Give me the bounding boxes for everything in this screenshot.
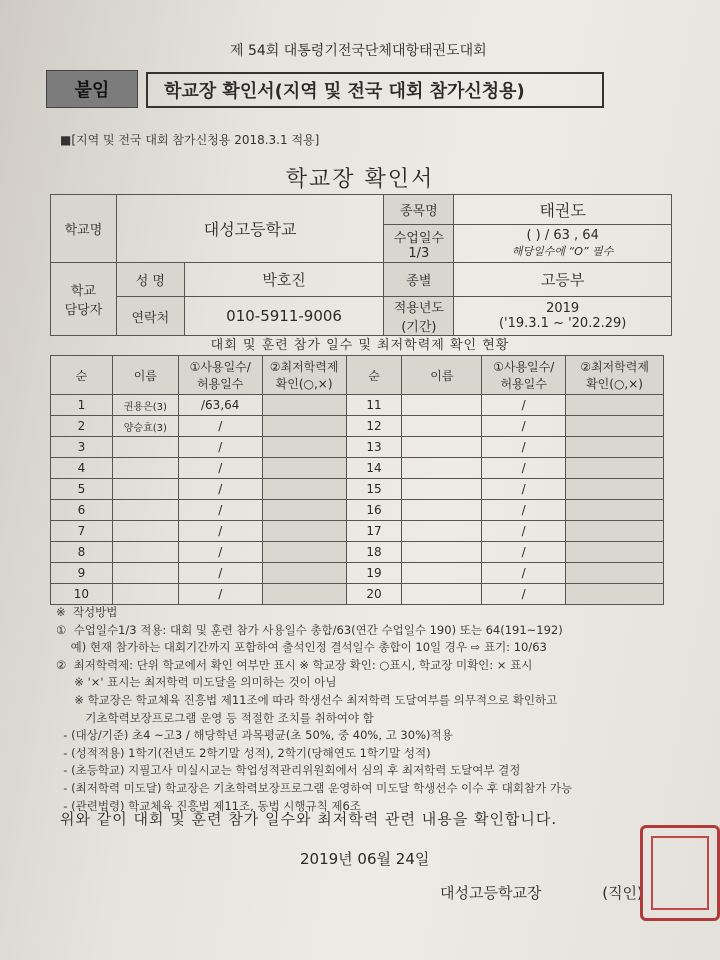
record-days-right: / bbox=[482, 542, 566, 563]
header-min-right bbox=[566, 356, 664, 395]
contact-label bbox=[51, 263, 117, 336]
signing-date: 2019년 06월 24일 bbox=[300, 850, 430, 868]
year-value-year: 2019 bbox=[546, 301, 580, 316]
attachment-tag: 붙임 bbox=[46, 70, 138, 108]
document-heading bbox=[146, 72, 604, 108]
records-title: 대회 및 훈련 참가 일수 및 최저학력제 확인 현황 bbox=[210, 338, 510, 353]
record-days-left: /63,64 bbox=[178, 395, 262, 416]
record-name-right bbox=[402, 500, 482, 521]
table-row bbox=[51, 479, 664, 500]
record-days-left: / bbox=[178, 542, 262, 563]
record-mark-left bbox=[262, 395, 346, 416]
instruction-line: - (성적적용) 1학기(전년도 2학기말 성적), 2학기(당해연도 1학기말 성적) bbox=[56, 745, 431, 760]
header-no-right: 순 bbox=[346, 356, 402, 395]
table-row bbox=[51, 500, 664, 521]
class-days-label bbox=[384, 225, 454, 263]
record-no-right: 19 bbox=[346, 563, 402, 584]
record-no-right: 17 bbox=[346, 521, 402, 542]
record-no-left: 3 bbox=[51, 437, 113, 458]
class-days-label-line1: 수업일수 bbox=[393, 230, 444, 246]
record-mark-left bbox=[262, 458, 346, 479]
sport-value: 태권도 bbox=[454, 195, 672, 225]
record-name-right bbox=[402, 542, 482, 563]
table-row bbox=[51, 542, 664, 563]
record-mark-left bbox=[262, 500, 346, 521]
instruction-line: ② 최저학력제: 단위 학교에서 확인 여부만 표시 ※ 학교장 확인: ○표시, 학교장 미확인: × 표시 bbox=[56, 657, 533, 672]
seal-label: (직인) bbox=[602, 884, 643, 902]
record-no-left: 2 bbox=[51, 416, 113, 437]
record-no-left: 8 bbox=[51, 542, 113, 563]
table-row bbox=[51, 563, 664, 584]
year-label bbox=[384, 297, 454, 336]
record-no-right: 20 bbox=[346, 584, 402, 605]
header-days-left-line2: 허용일수 bbox=[197, 377, 244, 391]
record-days-left: / bbox=[178, 500, 262, 521]
header-days-left bbox=[178, 356, 262, 395]
record-mark-right bbox=[566, 563, 664, 584]
record-days-right: / bbox=[482, 521, 566, 542]
header-min-left-line2: 확인(○,×) bbox=[275, 377, 333, 391]
record-days-left: / bbox=[178, 458, 262, 479]
record-name-left: 양승효(3) bbox=[112, 416, 178, 437]
class-days-note: 해당일수에 “O” 필수 bbox=[511, 245, 614, 258]
name-label: 성 명 bbox=[116, 263, 184, 297]
record-name-right bbox=[402, 416, 482, 437]
header-days-right-line2: 허용일수 bbox=[500, 377, 547, 391]
records-body bbox=[51, 395, 664, 605]
confirmation-statement: 위와 같이 대회 및 훈련 참가 일수와 최저학력 관련 내용을 확인합니다. bbox=[60, 810, 558, 828]
record-mark-right bbox=[566, 479, 664, 500]
record-days-right: / bbox=[482, 479, 566, 500]
record-no-left: 6 bbox=[51, 500, 113, 521]
record-days-right: / bbox=[482, 563, 566, 584]
table-row bbox=[51, 458, 664, 479]
sport-label: 종목명 bbox=[384, 195, 454, 225]
record-no-left: 1 bbox=[51, 395, 113, 416]
principal-name bbox=[440, 882, 643, 903]
record-name-left bbox=[112, 563, 178, 584]
record-name-left bbox=[112, 584, 178, 605]
record-mark-right bbox=[566, 437, 664, 458]
instruction-line: ※ 학교장은 학교체육 진흥법 제11조에 따라 학생선수 최저학력 도달여부를 의무적으로 확인하고 bbox=[56, 692, 558, 707]
seal-inner-border bbox=[651, 836, 709, 910]
record-name-left bbox=[112, 500, 178, 521]
instruction-line: 기초학력보장프로그램 운영 등 적절한 조치를 취하여야 함 bbox=[56, 710, 374, 725]
record-name-right bbox=[402, 584, 482, 605]
class-days-ratio: ( ) / 63 , 64 bbox=[526, 228, 599, 243]
record-no-left: 4 bbox=[51, 458, 113, 479]
school-label: 학교명 bbox=[51, 195, 117, 263]
header-days-right bbox=[482, 356, 566, 395]
record-no-right: 13 bbox=[346, 437, 402, 458]
instruction-line: ※ '×' 표시는 최저학력 미도달을 의미하는 것이 아님 bbox=[56, 675, 337, 690]
record-mark-left bbox=[262, 479, 346, 500]
record-days-right: / bbox=[482, 395, 566, 416]
record-name-right bbox=[402, 479, 482, 500]
record-mark-right bbox=[566, 584, 664, 605]
record-mark-left bbox=[262, 437, 346, 458]
instruction-line: ① 수업일수1/3 적용: 대회 및 훈련 참가 사용일수 총합/63(연간 수업일수 190) 또는 64(191~192) bbox=[56, 622, 563, 637]
header-days-right-line1: ①사용일수/ bbox=[493, 360, 555, 374]
record-name-left bbox=[112, 542, 178, 563]
record-no-left: 10 bbox=[51, 584, 113, 605]
contact-label-line1: 학교 bbox=[70, 284, 96, 299]
record-days-left: / bbox=[178, 479, 262, 500]
record-mark-right bbox=[566, 395, 664, 416]
category-value: 고등부 bbox=[454, 263, 672, 297]
record-no-left: 5 bbox=[51, 479, 113, 500]
record-no-right: 16 bbox=[346, 500, 402, 521]
record-days-left: / bbox=[178, 416, 262, 437]
header-name-right: 이름 bbox=[402, 356, 482, 395]
record-name-left bbox=[112, 437, 178, 458]
record-name-left bbox=[112, 521, 178, 542]
record-name-left bbox=[112, 458, 178, 479]
header-min-left-line1: ②최저학력제 bbox=[269, 360, 339, 374]
record-mark-right bbox=[566, 542, 664, 563]
instruction-line: - (대상/기준) 초4 ~고3 / 해당학년 과목평균(초 50%, 중 40%, 고 30%)적용 bbox=[56, 728, 453, 743]
class-days-label-line2: 1/3 bbox=[408, 245, 430, 261]
instruction-line: ※ 작성방법 bbox=[56, 605, 118, 619]
record-mark-right bbox=[566, 416, 664, 437]
records-table bbox=[50, 355, 664, 605]
record-mark-left bbox=[262, 416, 346, 437]
year-value bbox=[454, 297, 672, 336]
instruction-line: 예) 현재 참가하는 대회기간까지 포함하여 출석인정 결석일수 총합이 10일 경우 ⇨ 표기: 10/63 bbox=[56, 640, 547, 655]
record-name-right bbox=[402, 458, 482, 479]
record-mark-right bbox=[566, 500, 664, 521]
header-name-left: 이름 bbox=[112, 356, 178, 395]
record-name-right bbox=[402, 521, 482, 542]
event-name: 제 54회 대통령기전국단체대항태권도대회 bbox=[230, 43, 487, 59]
record-days-right: / bbox=[482, 437, 566, 458]
phone-label: 연락처 bbox=[116, 297, 184, 336]
record-no-left: 9 bbox=[51, 563, 113, 584]
official-seal-stamp bbox=[640, 825, 720, 921]
table-row bbox=[51, 584, 664, 605]
record-no-left: 7 bbox=[51, 521, 113, 542]
instruction-line: - (최저학력 미도달) 학교장은 기초학력보장프로그램 운영하여 미도달 학생선수 이수 후 대회참가 가능 bbox=[56, 780, 573, 795]
record-name-right bbox=[402, 563, 482, 584]
record-no-right: 11 bbox=[346, 395, 402, 416]
class-days-value bbox=[454, 225, 672, 263]
record-days-left: / bbox=[178, 437, 262, 458]
name-value: 박호진 bbox=[184, 263, 384, 297]
record-days-right: / bbox=[482, 416, 566, 437]
year-label-line2: (기간) bbox=[401, 320, 437, 335]
record-mark-right bbox=[566, 458, 664, 479]
table-row bbox=[51, 416, 664, 437]
school-value: 대성고등학교 bbox=[116, 195, 384, 263]
record-no-right: 12 bbox=[346, 416, 402, 437]
year-value-period: ('19.3.1 ~ '20.2.29) bbox=[498, 316, 627, 331]
table-row bbox=[51, 521, 664, 542]
record-days-right: / bbox=[482, 500, 566, 521]
header-no-left: 순 bbox=[51, 356, 113, 395]
record-mark-left bbox=[262, 542, 346, 563]
record-no-right: 15 bbox=[346, 479, 402, 500]
record-days-left: / bbox=[178, 521, 262, 542]
header-min-left bbox=[262, 356, 346, 395]
record-mark-left bbox=[262, 563, 346, 584]
record-days-right: / bbox=[482, 458, 566, 479]
header-min-right-line1: ②최저학력제 bbox=[580, 360, 649, 374]
instruction-line: - (초등학교) 지필고사 미실시교는 학업성적관리위원회에서 심의 후 최저학력 도달여부 결정 bbox=[56, 763, 521, 778]
record-mark-right bbox=[566, 521, 664, 542]
record-no-right: 14 bbox=[346, 458, 402, 479]
header-days-left-line1: ①사용일수/ bbox=[189, 360, 251, 374]
record-no-right: 18 bbox=[346, 542, 402, 563]
instruction-line: - (관련법령) 학교체육 진흥법 제11조, 동법 시행규칙 제6조 bbox=[56, 798, 361, 813]
record-days-left: / bbox=[178, 584, 262, 605]
record-mark-left bbox=[262, 584, 346, 605]
application-notice: ■[지역 및 전국 대회 참가신청용 2018.3.1 적용] bbox=[60, 133, 320, 147]
table-row bbox=[51, 395, 664, 416]
record-name-left: 권용은(3) bbox=[112, 395, 178, 416]
record-mark-left bbox=[262, 521, 346, 542]
document-heading-text: 학교장 확인서(지역 및 전국 대회 참가신청용) bbox=[164, 81, 525, 102]
record-days-right: / bbox=[482, 584, 566, 605]
form-title: 학교장 확인서 bbox=[285, 167, 435, 192]
principal-title: 대성고등학교장 bbox=[440, 884, 542, 902]
info-table bbox=[50, 194, 672, 336]
phone-value: 010-5911-9006 bbox=[184, 297, 384, 336]
year-label-line1: 적용년도 bbox=[393, 301, 444, 316]
record-name-right bbox=[402, 395, 482, 416]
record-days-left: / bbox=[178, 563, 262, 584]
contact-label-line2: 담당자 bbox=[64, 303, 103, 318]
header-min-right-line2: 확인(○,×) bbox=[586, 377, 643, 391]
record-name-left bbox=[112, 479, 178, 500]
table-row bbox=[51, 437, 664, 458]
category-label: 종별 bbox=[384, 263, 454, 297]
writing-instructions bbox=[56, 604, 572, 815]
record-name-right bbox=[402, 437, 482, 458]
